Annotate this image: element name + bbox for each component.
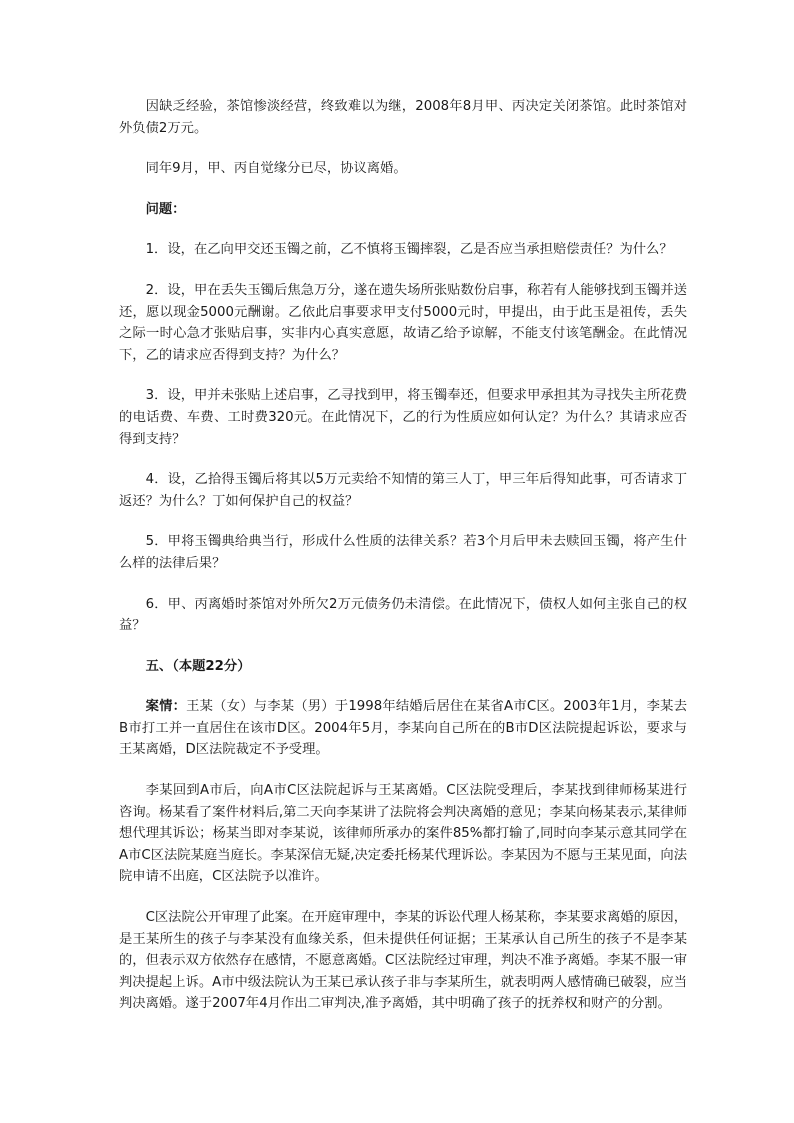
question-1: 1．设，在乙向甲交还玉镯之前，乙不慎将玉镯摔裂，乙是否应当承担赔偿责任？为什么？: [145, 242, 673, 258]
case-text-1: 王某（女）与李某（男）于1998年结婚后居住在某省A市C区。2003年1月，李某去B市打工并一直居住在该市D区。2004年5月，李某向自己所在的B市D区法院提起诉讼，要求与王某离婚，D区法院裁定不予受理。: [119, 699, 687, 758]
case-paragraph-1: [119, 696, 687, 761]
question-2: 2．设，甲在丢失玉镯后焦急万分，遂在遗失场所张贴数份启事，称若有人能够找到玉镯并送还，愿以现金5000元酬谢。乙依此启事要求甲支付5000元时，甲提出，由于此玉是祖传，丢失之际一时心急才张贴启事，实非内心真实意愿，故请乙给予谅解，不能支付该笔酬金。在此情况下，乙的请求应否得到支持？为什么？: [119, 282, 687, 363]
case-paragraph-2: 李某回到A市后，向A市C区法院起诉与王某离婚。C区法院受理后，李某找到律师杨某进行咨询。杨某看了案件材料后,第二天向李某讲了法院将会判决离婚的意见；李某向杨某表示,某律师想代理其诉讼；杨某当即对李某说，该律师所承办的案件85%都打输了,同时向李某示意其同学在A市C区法院某庭当庭长。李某深信无疑,决定委托杨某代理诉讼。李某因为不愿与王某见面，向法院申请不出庭，C区法院予以准许。: [119, 783, 687, 885]
question-5: 5．甲将玉镯典给典当行，形成什么性质的法律关系？若3个月后甲未去赎回玉镯，将产生什么样的法律后果？: [119, 534, 687, 571]
case-label: 案情：: [145, 699, 187, 715]
question-3: 3．设，甲并未张贴上述启事，乙寻找到甲，将玉镯奉还，但要求甲承担其为寻找失主所花费的电话费、车费、工时费320元。在此情况下，乙的行为性质应如何认定？为什么？其请求应否得到支持？: [119, 388, 687, 447]
document-page: [119, 96, 687, 1034]
question-4: 4．设，乙拾得玉镯后将其以5万元卖给不知情的第三人丁，甲三年后得知此事，可否请求丁返还？为什么？丁如何保护自己的权益？: [119, 472, 687, 509]
intro-paragraph-1: 因缺乏经验，茶馆惨淡经营，终致难以为继，2008年8月甲、丙决定关闭茶馆。此时茶馆对外负债2万元。: [119, 99, 687, 136]
section-heading: 五、（本题22分）: [145, 658, 251, 674]
case-paragraph-3: C区法院公开审理了此案。在开庭审理中，李某的诉讼代理人杨某称，李某要求离婚的原因，是王某所生的孩子与李某没有血缘关系，但未提供任何证据；王某承认自己所生的孩子不是李某的，但表示双方依然存在感情，不愿意离婚。C区法院经过审理，判决不准予离婚。李某不服一审判决提起上诉。A市中级法院认为王某已承认孩子非与李某所生，就表明两人感情确已破裂，应当判决离婚。遂于2007年4月作出二审判决,准予离婚，其中明确了孩子的抚养权和财产的分割。: [119, 910, 687, 1012]
intro-paragraph-2: 同年9月，甲、丙自觉缘分已尽，协议离婚。: [145, 161, 407, 177]
questions-heading: 问题：: [145, 201, 186, 217]
question-6: 6．甲、丙离婚时茶馆对外所欠2万元债务仍未清偿。在此情况下，债权人如何主张自己的权益？: [119, 596, 687, 634]
